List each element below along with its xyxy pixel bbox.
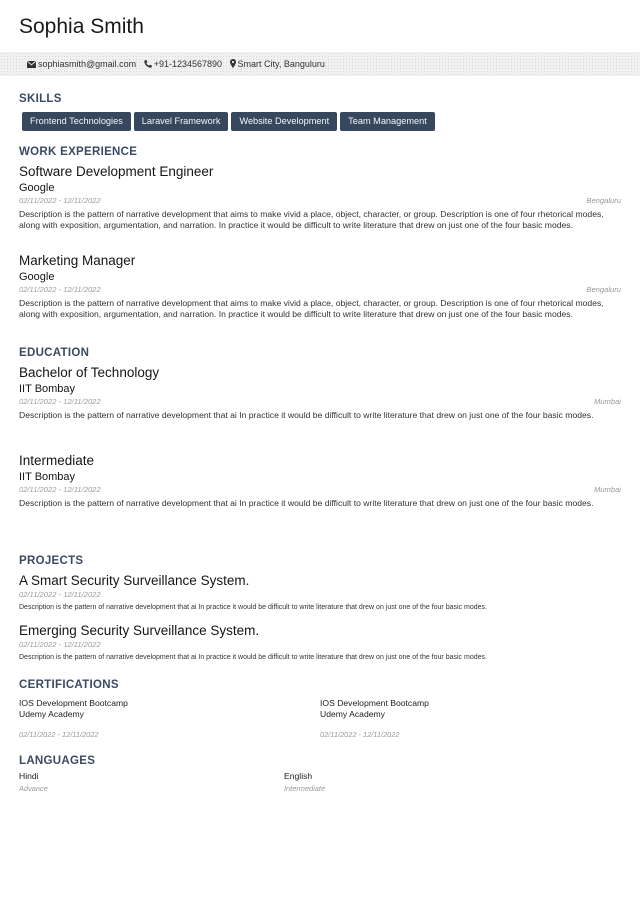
company-name: Google xyxy=(19,271,55,283)
job-dates: 02/11/2022 - 12/11/2022 xyxy=(19,196,101,205)
education-dates: 02/11/2022 - 12/11/2022 xyxy=(19,397,101,406)
project-dates: 02/11/2022 - 12/11/2022 xyxy=(19,590,101,599)
certifications-heading: CERTIFICATIONS xyxy=(19,679,119,691)
company-name: Google xyxy=(19,182,55,194)
certification-dates: 02/11/2022 - 12/11/2022 xyxy=(320,730,400,739)
skill-tag: Frontend Technologies xyxy=(22,112,131,131)
project-entry xyxy=(19,623,621,661)
languages-heading: LANGUAGES xyxy=(19,755,96,767)
job-location: Bengaluru xyxy=(586,285,621,294)
job-dates: 02/11/2022 - 12/11/2022 xyxy=(19,285,101,294)
education-heading: EDUCATION xyxy=(19,347,90,359)
experience-entry xyxy=(19,253,621,319)
job-title: Software Development Engineer xyxy=(19,164,214,179)
education-entry xyxy=(19,453,621,509)
project-entry xyxy=(19,573,621,611)
certification-name: IOS Development Bootcamp xyxy=(320,698,429,708)
contact-phone-text: +91-1234567890 xyxy=(153,59,223,69)
skills-list xyxy=(22,111,438,131)
institute-name: IIT Bombay xyxy=(19,471,76,483)
education-entry xyxy=(19,365,621,421)
job-title: Marketing Manager xyxy=(19,253,136,268)
certification-dates: 02/11/2022 - 12/11/2022 xyxy=(19,730,99,739)
education-dates: 02/11/2022 - 12/11/2022 xyxy=(19,485,101,494)
education-description: Description is the pattern of narrative development that ai In practice it would be difficult to write literature that drew on just one of the four basic modes. xyxy=(19,410,594,420)
project-title: Emerging Security Surveillance System. xyxy=(19,623,260,638)
certification-entry xyxy=(19,698,128,741)
language-name: Hindi xyxy=(19,771,39,781)
contact-bar xyxy=(0,52,640,76)
contact-location-text: Smart City, Banguluru xyxy=(237,59,325,69)
language-level: Intermediate xyxy=(284,784,326,793)
experience-entry xyxy=(19,164,621,230)
education-description: Description is the pattern of narrative development that ai In practice it would be difficult to write literature that drew on just one of the four basic modes. xyxy=(19,498,594,508)
certification-entry xyxy=(320,698,429,741)
education-location: Mumbai xyxy=(593,485,621,494)
education-location: Mumbai xyxy=(593,397,621,406)
job-description: Description is the pattern of narrative development that aims to make vivid a place, object, character, or group. Description is one of four rhetorical modes, along with exposition, argumentation, and narration. In practice it would be difficult to write literature that drew on just one of the four basic modes. xyxy=(19,209,604,230)
envelope-icon xyxy=(27,60,36,70)
language-entry xyxy=(19,771,48,793)
map-pin-icon xyxy=(230,59,236,70)
resume-name: Sophia Smith xyxy=(19,15,144,38)
project-description: Description is the pattern of narrative development that ai In practice it would be difficult to write literature that drew on just one of the four basic modes. xyxy=(19,604,487,611)
certification-name: IOS Development Bootcamp xyxy=(19,698,128,708)
work-experience-heading: WORK EXPERIENCE xyxy=(19,146,138,158)
skill-tag: Website Development xyxy=(231,112,337,131)
language-entry xyxy=(284,771,325,793)
projects-heading: PROJECTS xyxy=(19,555,84,567)
skills-heading: SKILLS xyxy=(19,93,62,105)
language-level: Advance xyxy=(19,784,48,793)
contact-phone[interactable] xyxy=(144,59,222,70)
certification-issuer: Udemy Academy xyxy=(320,708,385,719)
degree-title: Intermediate xyxy=(19,453,95,468)
certification-issuer: Udemy Academy xyxy=(19,708,84,719)
institute-name: IIT Bombay xyxy=(19,383,76,395)
contact-location xyxy=(230,59,325,70)
contact-email-text: sophiasmith@gmail.com xyxy=(38,59,137,69)
job-location: Bengaluru xyxy=(586,196,621,205)
project-title: A Smart Security Surveillance System. xyxy=(19,573,250,588)
degree-title: Bachelor of Technology xyxy=(19,365,160,380)
skill-tag: Team Management xyxy=(340,112,435,131)
skill-tag: Laravel Framework xyxy=(134,112,229,131)
project-dates: 02/11/2022 - 12/11/2022 xyxy=(19,640,101,649)
project-description: Description is the pattern of narrative development that ai In practice it would be difficult to write literature that drew on just one of the four basic modes. xyxy=(19,654,487,661)
phone-icon xyxy=(144,60,152,70)
job-description: Description is the pattern of narrative development that aims to make vivid a place, object, character, or group. Description is one of four rhetorical modes, along with exposition, argumentation, and narration. In practice it would be difficult to write literature that drew on just one of the four basic modes. xyxy=(19,298,604,319)
contact-email[interactable] xyxy=(27,59,136,70)
language-name: English xyxy=(284,771,313,781)
